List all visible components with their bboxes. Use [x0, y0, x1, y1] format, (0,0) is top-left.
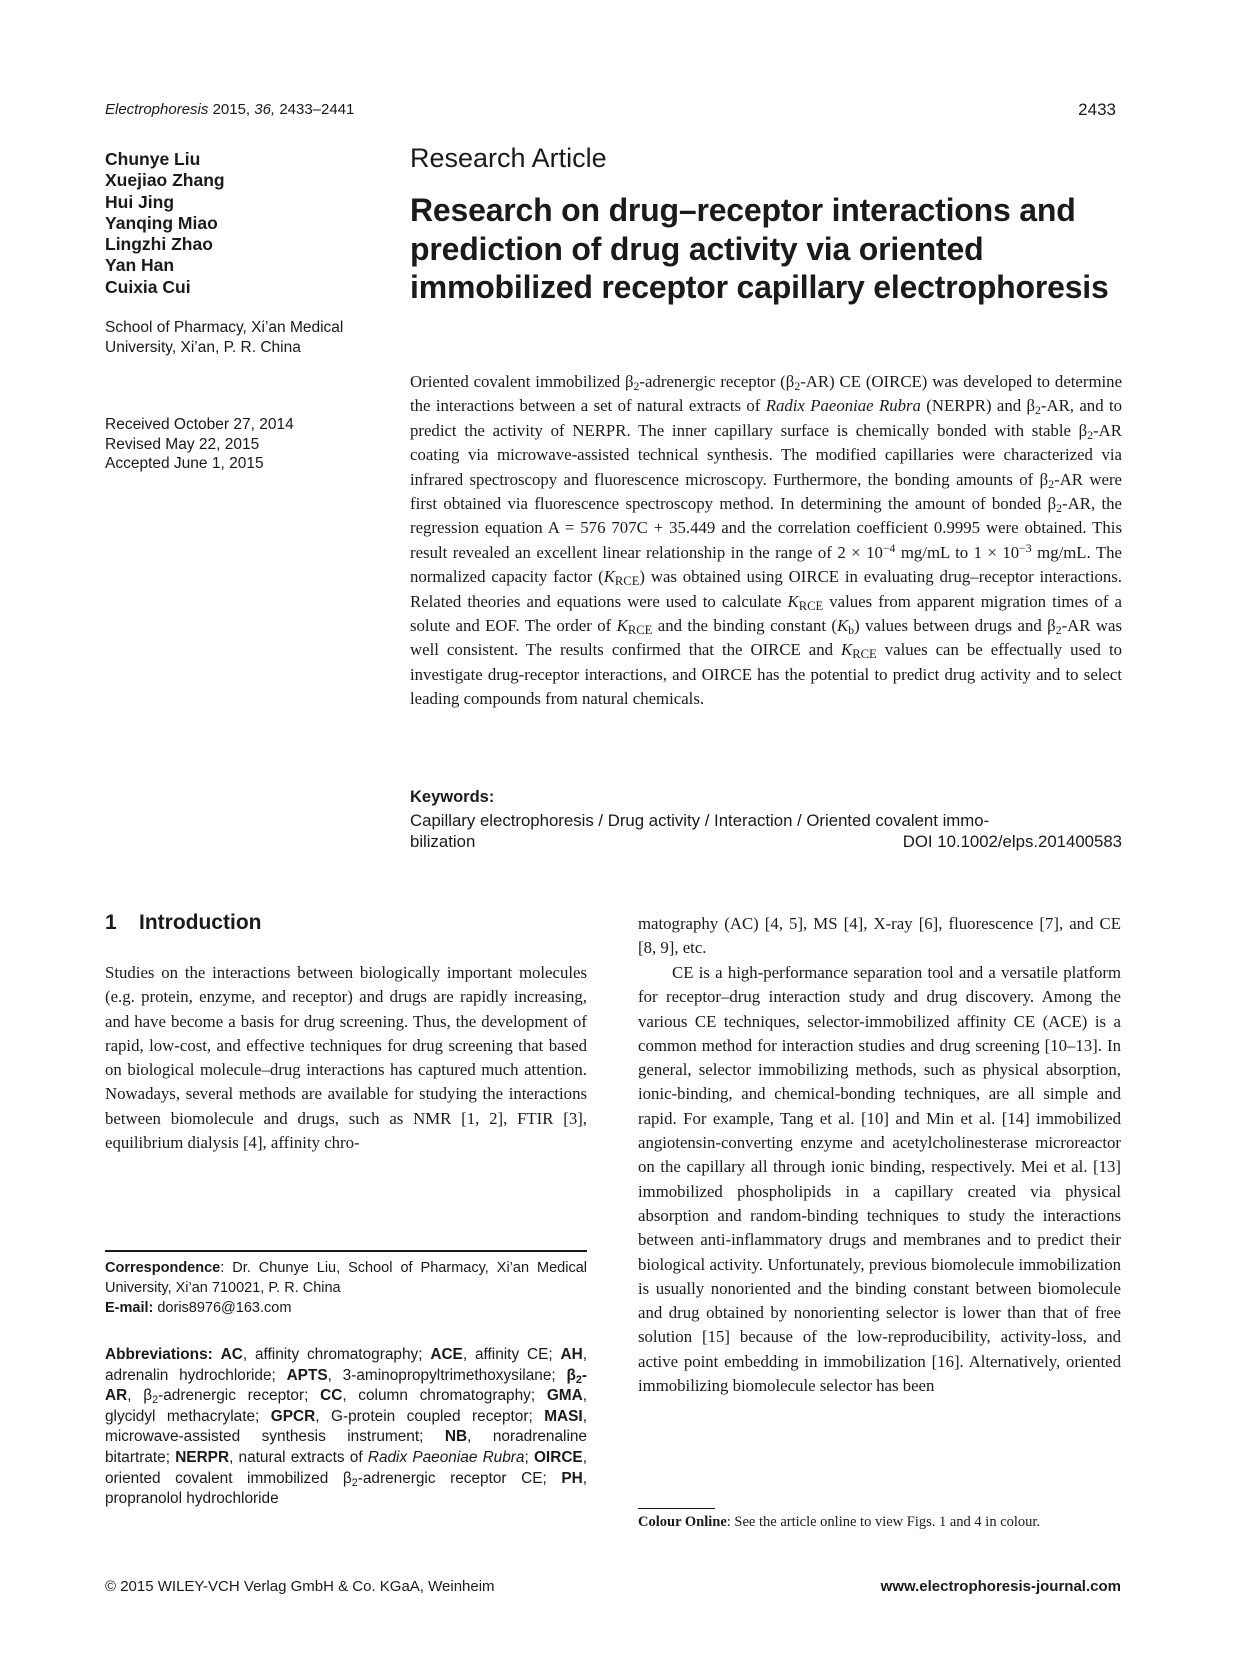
revised-date: Revised May 22, 2015	[105, 435, 260, 453]
article-title: Research on drug–receptor interactions and prediction of drug activity via oriented immobilized receptor capillary electrophoresis	[410, 192, 1109, 305]
author-name: Xuejiao Zhang	[105, 170, 225, 191]
affiliation: School of Pharmacy, Xi’an Medical University, Xi’an, P. R. China	[105, 319, 344, 356]
author-name: Cuixia Cui	[105, 276, 191, 297]
intro-paragraph-1: Studies on the interactions between biologically important molecules (e.g. protein, enzyme, and receptor) and drugs are rapidly increasing, and have become a basis for drug screening. Thus, the development of rapid, low-cost, and effective techniques for drug screening that based on biological molecule–drug interactions has captured much attention. Nowadays, several methods are available for studying the interactions between biomolecule and drugs, such as NMR [1, 2], FTIR [3], equilibrium dialysis [4], affinity chro-	[105, 963, 587, 1153]
author-name: Hui Jing	[105, 191, 175, 212]
footnote-divider	[105, 1250, 587, 1252]
copyright-notice: © 2015 WILEY-VCH Verlag GmbH & Co. KGaA, Weinheim	[105, 1578, 495, 1595]
doi: DOI 10.1002/elps.201400583	[902, 832, 1122, 851]
intro-paragraph-2: CE is a high-performance separation tool and a versatile platform for receptor–drug interaction study and drug discovery. Among the various CE techniques, selector-immobilized affinity CE (ACE) is a common method for interaction studies and drug screening [10–13]. In general, selector immobilizing methods, such as physical absorption, ionic-binding, and chemical-bonding techniques, are all simple and rapid. For example, Tang et al. [10] and Min et al. [14] immobilized angiotensin-converting enzyme and acetylcholinesterase microreactor on the capillary all through ionic binding, respectively. Mei et al. [13] immobilized phospholipids in a capillary created via physical absorption and random-binding techniques to study the interactions between anti-inflammatory drugs and membranes and to predict their biological activity. Unfortunately, previous biomolecule immobilization is usually nonoriented and the binding constant between biomolecule and drug obtained by nonorienting selector is lower than that of free solution [15] because of the low-reproducibility, activity-loss, and active point embedding in immobilization [16]. Alternatively, oriented immobilizing biomolecule selector has been	[638, 963, 1121, 1396]
page-number: 2433	[1078, 100, 1116, 119]
article-dates	[105, 415, 294, 474]
abbreviations-note: Abbreviations: AC, affinity chromatography; ACE, affinity CE; AH, adrenalin hydrochloride; APTS, 3-aminopropyltrimethoxysilane; $\beta_2-AR$, $\beta_2$-adrenergic receptor; CC, column chromatography; GMA, glycidyl methacrylate; GPCR, G-protein coupled receptor; MASI, microwave-assisted synthesis instrument; NB, noradrenaline bitartrate; NERPR, natural extracts of Radix Paeoniae Rubra; OIRCE, oriented covalent immobilized $\beta_2$-adrenergic receptor CE; PH, propranolol hydrochloride	[105, 1346, 588, 1508]
author-name: Chunye Liu	[105, 149, 201, 169]
author-list	[105, 149, 225, 298]
article-type: Research Article	[410, 143, 607, 173]
received-date: Received October 27, 2014	[105, 416, 294, 433]
section-heading: 1 Introduction	[105, 911, 262, 934]
journal-url[interactable]: www.electrophoresis-journal.com	[880, 1578, 1121, 1595]
keywords-list-continued: bilization DOI 10.1002/elps.201400583	[410, 832, 1122, 851]
author-name: Lingzhi Zhao	[105, 234, 213, 255]
footnote-divider	[638, 1508, 715, 1509]
email-address: doris8976@163.com	[153, 1300, 292, 1316]
author-name: Yanqing Miao	[105, 212, 218, 233]
author-name: Yan Han	[105, 255, 175, 276]
accepted-date: Accepted June 1, 2015	[105, 455, 264, 472]
keywords-list: Capillary electrophoresis / Drug activity / Interaction / Oriented covalent immo-	[410, 811, 990, 830]
keywords-heading: Keywords:	[410, 788, 495, 806]
journal-reference: Electrophoresis 2015, 36, 2433–2441	[105, 101, 355, 118]
intro-paragraph-1-continued: matography (AC) [4, 5], MS [4], X-ray [6], fluorescence [7], and CE [8, 9], etc.	[638, 914, 1121, 958]
correspondence-note: Correspondence: Dr. Chunye Liu, School of Pharmacy, Xi’an Medical University, Xi’an 710021, P. R. China E-mail: doris8976@163.com	[105, 1260, 587, 1316]
colour-online-note: Colour Online: See the article online to view Figs. 1 and 4 in colour.	[638, 1514, 1041, 1530]
abstract: Oriented covalent immobilized $\beta_2$-adrenergic receptor $(\beta_2-AR)$ CE (OIRCE) was developed to determine the interactions between a set of natural extracts of Radix Paeoniae Rubra (NERPR) and $\beta_2-AR$, and to predict the activity of NERPR. The inner capillary surface is chemically bonded with stable $\beta_2-AR$ coating via microwave-assisted technical synthesis. The modified capillaries were characterized via infrared spectroscopy and fluorescence microscopy. Furthermore, the bonding amounts of $\beta_2-AR$ were first obtained via fluorescence spectroscopy method. In determining the amount of bonded $\beta_2-AR$, the regression equation A = 576 707C + 35.449 and the correlation coefficient 0.9995 were obtained. This result revealed an excellent linear relationship in the range of $2 \times 10^{-4}$ mg/mL to $1 \times 10^{-3}$ mg/mL. The normalized capacity factor $(K_{RCE})$ was obtained using OIRCE in evaluating drug–receptor interactions. Related theories and equations were used to calculate $K_{RCE}$ values from apparent migration times of a solute and EOF. The order of $K_{RCE}$ and the binding constant $(K_b)$ values between drugs and $\beta_2-AR$ was well consistent. The results confirmed that the OIRCE and $K_{RCE}$ values can be effectually used to investigate drug-receptor interactions, and OIRCE has the potential to predict drug activity and to select leading compounds from natural chemicals.	[410, 372, 1123, 709]
